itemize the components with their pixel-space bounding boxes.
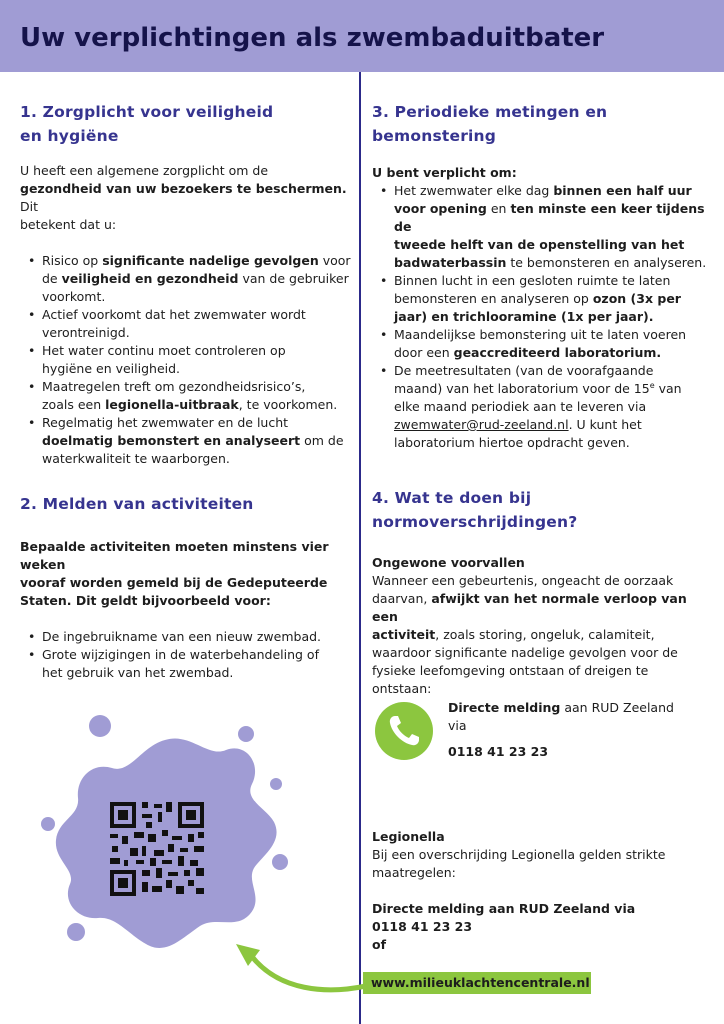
splash-drop [270,778,282,790]
phone-number[interactable]: 0118 41 23 23 [448,744,549,759]
phone-icon [375,702,433,760]
list-item: • Regelmatig het zwemwater en de lucht doelmatig bemonstert en analyseert om de waterkwaliteit te waarborgen. [20,414,355,468]
list-item: • Grote wijzigingen in de waterbehandeling of het gebruik van het zwembad. [20,646,355,682]
splash-drop [41,817,55,831]
section-1-list [20,252,355,468]
phone-number[interactable]: 0118 41 23 23 [372,919,473,934]
subheading-ongewone-voorvallen: Ongewone voorvallen [372,555,525,570]
list-item: • Maandelijkse bemonstering uit te laten voeren door een geaccrediteerd laboratorium. [372,326,712,362]
website-link[interactable]: www.milieuklachtencentrale.nl [371,975,590,990]
section-2-intro: Bepaalde activiteiten moeten minstens vier weken vooraf worden gemeld bij de Gedeputeerde Staten. Dit geldt bijvoorbeeld voor: [20,539,329,608]
splash-drop [272,854,288,870]
list-item: • Het zwemwater elke dag binnen een half uur voor opening en ten minste een keer tijdens de tweede helft van de openstelling van het badwaterbassin te bemonsteren en analyseren. [372,182,712,272]
section-4-heading: 4. Wat te doen bij normoverschrijdingen? [372,489,578,531]
splash-drop [238,726,254,742]
list-item: • Actief voorkomt dat het zwemwater wordt verontreinigd. [20,306,355,342]
qr-code-icon [108,800,206,898]
section-3-heading: 3. Periodieke metingen en bemonstering [372,103,608,145]
section-1-heading: 1. Zorgplicht voor veiligheid en hygiëne [20,103,274,145]
subheading-legionella: Legionella [372,829,445,844]
list-item: • Binnen lucht in een gesloten ruimte te laten bemonsteren en analyseren op ozon (3x per jaar) en trichlooramine (1x per jaar). [372,272,712,326]
direct-call-info: Directe melding aan RUD Zeeland via 0118 41 23 23 [448,699,708,761]
page-title: Uw verplichtingen als zwembaduitbater [20,23,605,53]
splash-drop [67,923,85,941]
list-item: • De ingebruikname van een nieuw zwembad. [20,628,355,646]
website-link-bar[interactable] [363,972,591,994]
section-2-heading: 2. Melden van activiteiten [20,495,254,513]
legionella-block: Legionella Bij een overschrijding Legionella gelden strikte maatregelen: Directe melding aan RUD Zeeland via 0118 41 23 23 of [372,828,712,954]
legionella-melding: Directe melding aan RUD Zeeland via 0118 41 23 23 of [372,900,712,954]
curved-arrow-icon [228,930,368,1000]
section-1-intro: U heeft een algemene zorgplicht om de gezondheid van uw bezoekers te beschermen. Dit betekent dat u: [20,163,347,232]
list-item: • De meetresultaten (van de voorafgaande maand) van het laboratorium voor de 15e van elke maand periodiek aan te leveren via zwemwater@rud-zeeland.nl. U kunt het laboratorium hiertoe opdracht geven. [372,362,712,452]
ongewone-voorvallen-text: Wanneer een gebeurtenis, ongeacht de oorzaak daarvan, afwijkt van het normale verloop van een activiteit, zoals storing, ongeluk, calamiteit, waardoor significante nadelige gevolgen voor de fysieke leefomgeving ontstaan of dreigen te ontstaan: [372,573,687,696]
email-link[interactable]: zwemwater@rud-zeeland.nl [394,417,569,432]
splash-qr-graphic [40,712,290,962]
section-3-intro: U bent verplicht om: [372,165,517,180]
column-divider [359,72,361,1024]
section-2-list [20,628,355,682]
section-metingen [372,100,712,452]
section-melden [20,492,355,682]
list-item: • Het water continu moet controleren op hygiëne en veiligheid. [20,342,355,378]
list-item: • Maatregelen treft om gezondheidsrisico’s, zoals een legionella-uitbraak, te voorkomen. [20,378,355,414]
section-normoverschrijding [372,486,712,698]
list-item: • Risico op significante nadelige gevolgen voor de veiligheid en gezondheid van de gebruiker voorkomt. [20,252,355,306]
section-zorgplicht [20,100,355,468]
header-bar [0,0,724,72]
splash-drop [89,715,111,737]
section-3-list [372,182,712,452]
